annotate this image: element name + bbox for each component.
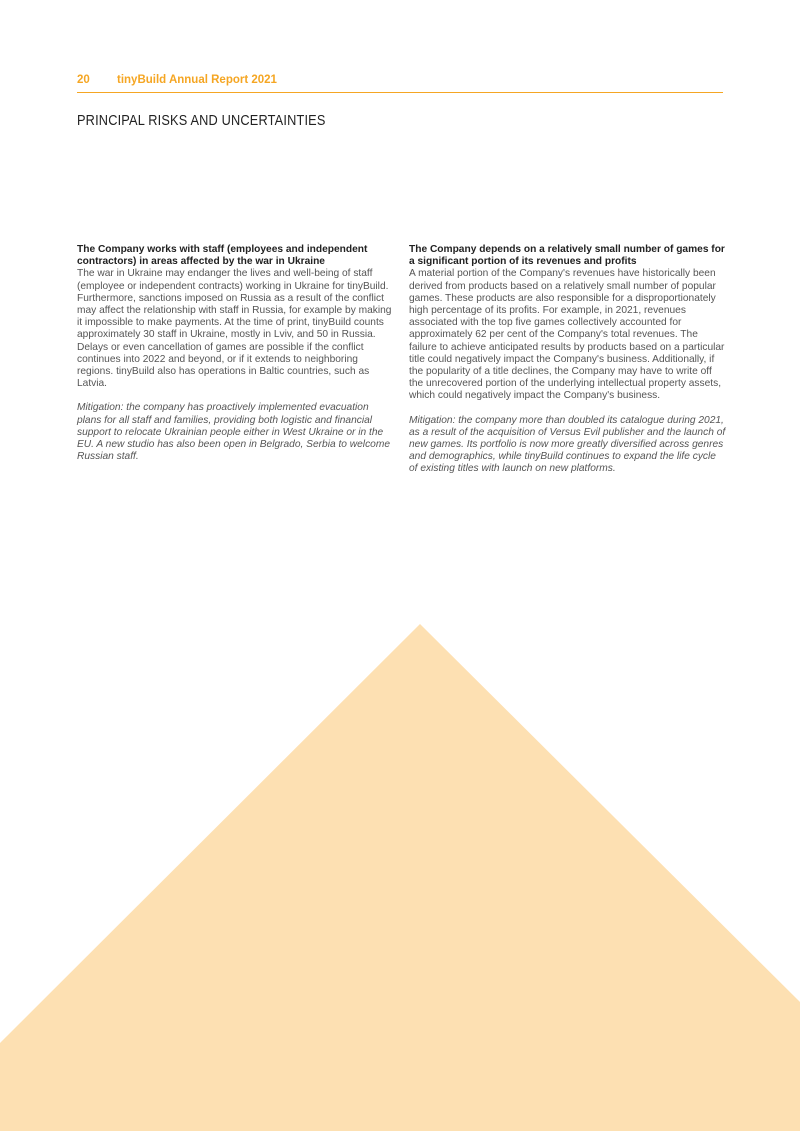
risk-mitigation: Mitigation: the company has proactively implemented evacuation plans for all staff and families, providing both logistic and financial support to relocate Ukrainian people either in West Ukraine or in the EU. A new studio has also been open in Belgrado, Serbia to welcome Russian staff.	[77, 402, 390, 463]
risk-heading: The Company works with staff (employees and independent contractors) in areas affected by the war in Ukraine	[77, 244, 368, 268]
page-number: 20	[77, 74, 90, 86]
page-title: PRINCIPAL RISKS AND UNCERTAINTIES	[77, 113, 326, 129]
report-title: tinyBuild Annual Report 2021	[117, 74, 277, 86]
risk-section-game-dependency	[409, 244, 727, 488]
header-divider	[77, 92, 723, 93]
running-header	[77, 74, 723, 86]
risk-mitigation: Mitigation: the company more than doubled its catalogue during 2021, as a result of the acquisition of Versus Evil publisher and the launch of new games. Its portfolio is now more greatly diversified across genres and demographics, while tinyBuild continues to expand the life cycle of existing titles with launch on new platforms.	[409, 414, 726, 475]
risk-heading: The Company depends on a relatively small number of games for a significant portion of its revenues and profits	[409, 244, 725, 268]
risk-body: The war in Ukraine may endanger the lives and well-being of staff (employee or independent contracts) working in Ukraine for tinyBuild. Furthermore, sanctions imposed on Russia as a result of the conflict may affect the relationship with staff in Russia, for example by making it impossible to make payments. At the time of print, tinyBuild counts approximately 30 staff in Ukraine, mostly in Lviv, and 50 in Russia. Delays or even cancellation of games are possible if the conflict continues into 2022 and beyond, or if it extends to neighboring regions. tinyBuild also has operations in Baltic countries, such as Latvia.	[77, 268, 392, 390]
risk-body: A material portion of the Company's revenues have historically been derived from products based on a relatively small number of popular games. These products are also responsible for a disproportionately high percentage of its profits. For example, in 2021, revenues associated with the top five games collectively accounted for approximately 62 per cent of the Company's total revenues. The failure to achieve anticipated results by products based on a particular title could negatively impact the Company's business. Additionally, if the popularity of a title declines, the Company may have to write off the unrecovered portion of the underlying intellectual property assets, which could negatively impact the Company's business.	[409, 268, 725, 402]
risk-section-ukraine	[77, 244, 395, 475]
